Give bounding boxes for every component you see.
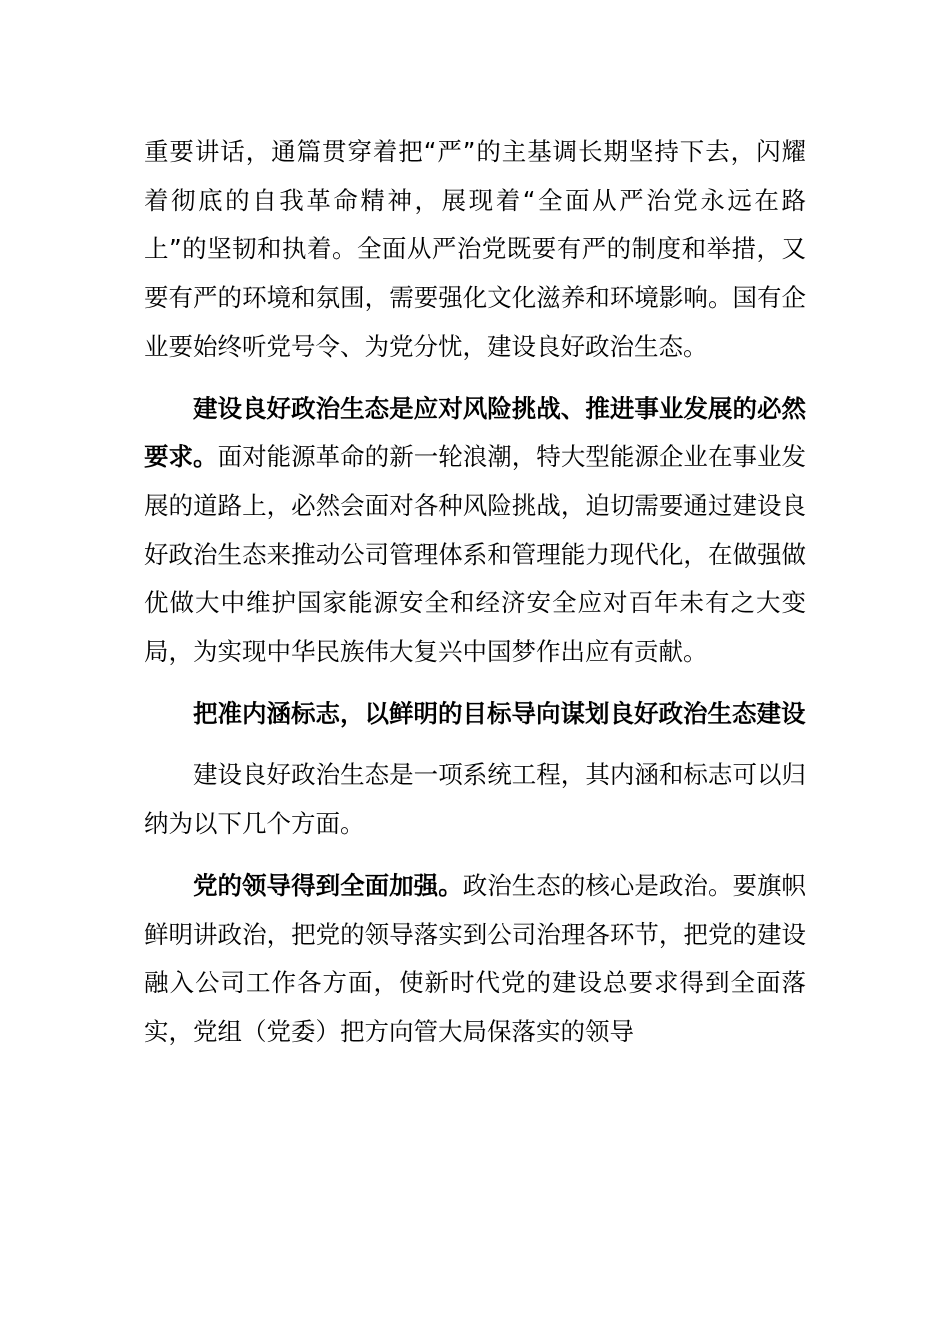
paragraph-party-leadership [144,862,806,1057]
document-page [144,128,806,1057]
paragraph-political-ecology-requirement [144,385,806,677]
paragraph-text: 面对能源革命的新一轮浪潮，特大型能源企业在事业发展的道路上，必然会面对各种风险挑战，迫切需要通过建设良好政治生态来推动公司管理体系和管理能力现代化，在做强做优做大中维护国家能源安全和经济安全应对百年未有之大变局，为实现中华民族伟大复兴中国梦作出应有贡献。 [144,442,807,667]
paragraph-continuation [144,128,806,372]
paragraph-text: 重要讲话，通篇贯穿着把“严”的主基调长期坚持下去，闪耀着彻底的自我革命精神，展现着“全面从严治党永远在路上”的坚韧和执着。全面从严治党既要有严的制度和举措，又要有严的环境和氛围，需要强化文化滋养和环境影响。国有企业要始终听党号令、为党分忧，建设良好政治生态。 [144,137,806,361]
paragraph-text: 建设良好政治生态是一项系统工程，其内涵和标志可以归纳为以下几个方面。 [144,760,806,839]
section-heading-text: 把准内涵标志，以鲜明的目标导向谋划良好政治生态建设 [193,698,806,728]
paragraph-lead: 党的领导得到全面加强。 [193,870,463,900]
paragraph-lead: 建设良好政治生态是应对风险挑战、推进事业发展的必然要求。 [144,393,806,472]
section-heading [144,690,806,739]
paragraph-text: 政治生态的核心是政治。要旗帜鲜明讲政治，把党的领导落实到公司治理各环节，把党的建设融入公司工作各方面，使新时代党的建设总要求得到全面落实，党组（党委）把方向管大局保落实的领导 [144,870,807,1046]
paragraph-system-engineering [144,751,806,848]
